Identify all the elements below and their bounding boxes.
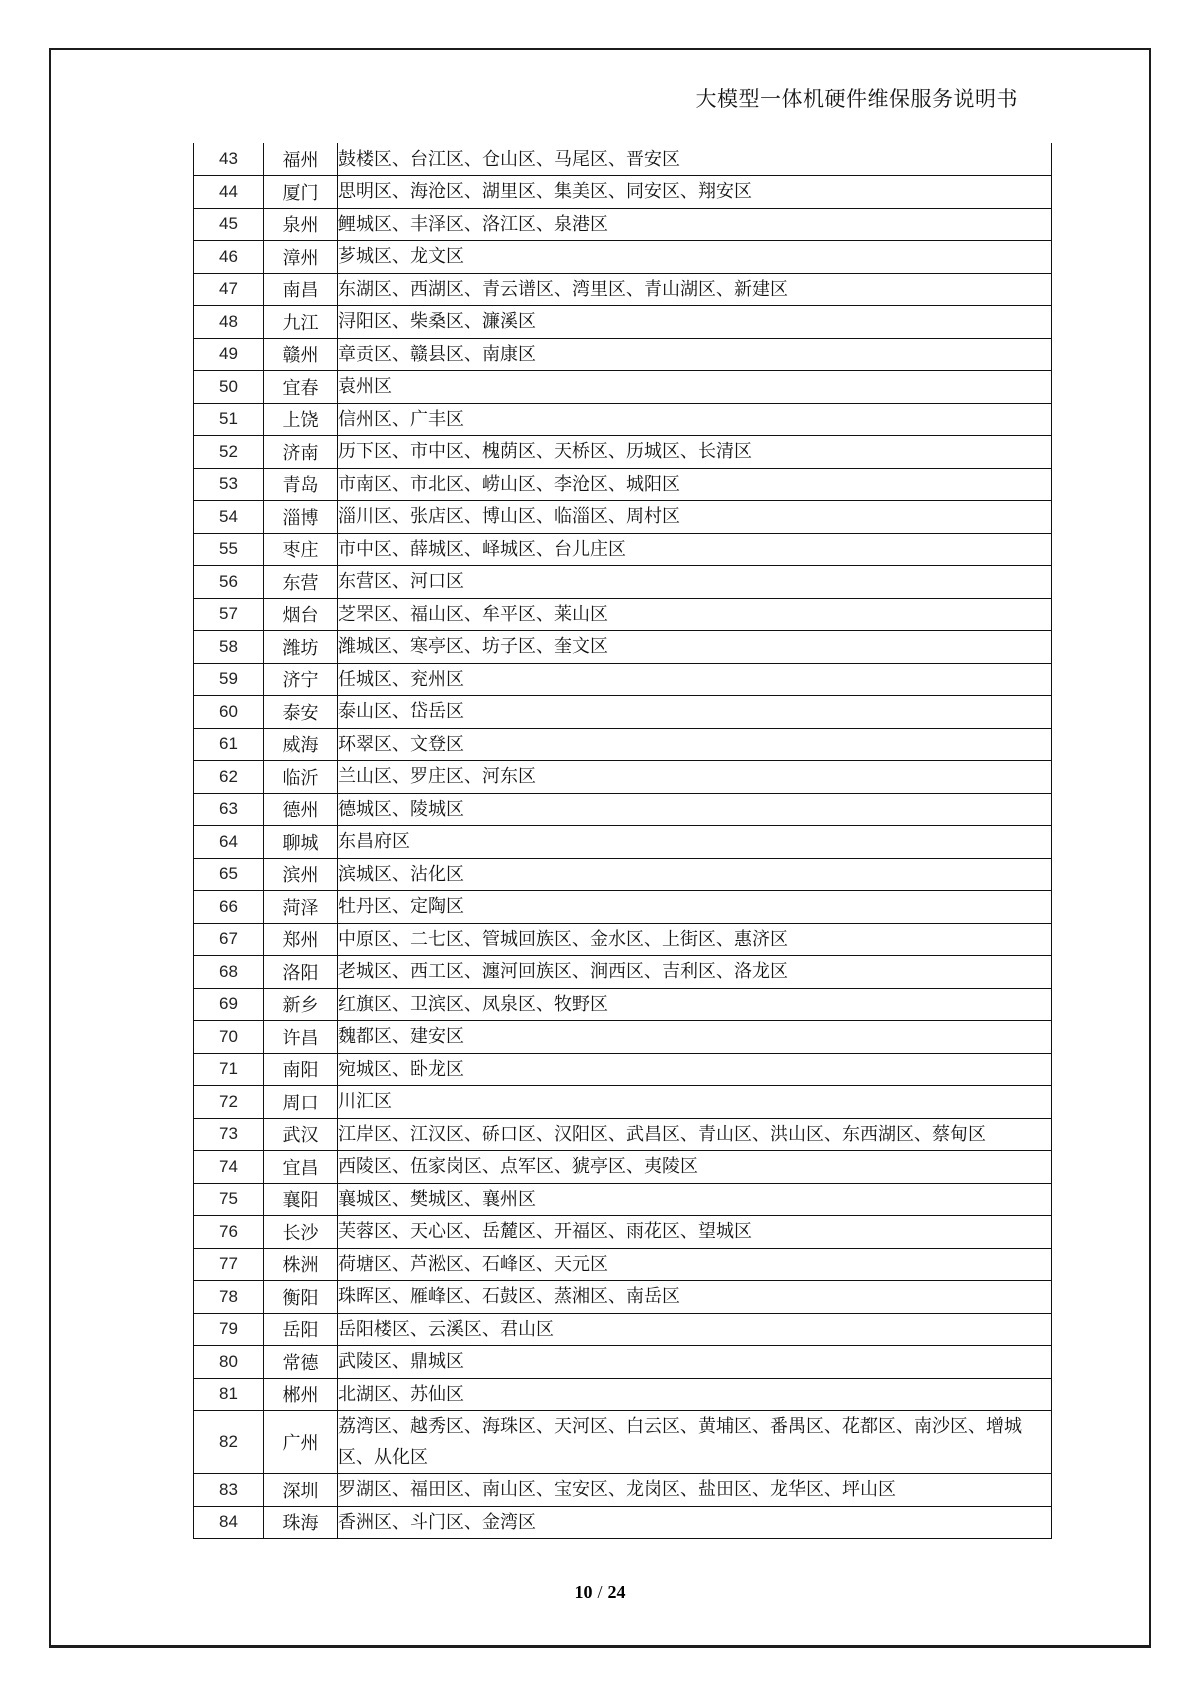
row-districts-cell: 章贡区、赣县区、南康区	[338, 338, 1052, 371]
row-city-cell: 济宁	[264, 663, 338, 696]
row-number-cell: 62	[194, 761, 264, 794]
row-districts-cell: 任城区、兖州区	[338, 663, 1052, 696]
row-city-cell: 菏泽	[264, 891, 338, 924]
row-city-cell: 威海	[264, 728, 338, 761]
row-number-cell: 48	[194, 306, 264, 339]
row-number-cell: 77	[194, 1248, 264, 1281]
city-districts-table	[193, 143, 1052, 1539]
row-city-cell: 泰安	[264, 696, 338, 729]
table-row	[194, 1021, 1052, 1054]
row-districts-cell: 袁州区	[338, 371, 1052, 404]
row-districts-cell: 珠晖区、雁峰区、石鼓区、蒸湘区、南岳区	[338, 1281, 1052, 1314]
row-city-cell: 珠海	[264, 1506, 338, 1539]
row-number-cell: 46	[194, 241, 264, 274]
row-number-cell: 73	[194, 1118, 264, 1151]
table-row	[194, 371, 1052, 404]
row-city-cell: 周口	[264, 1086, 338, 1119]
row-number-cell: 56	[194, 566, 264, 599]
table-row	[194, 566, 1052, 599]
row-city-cell: 聊城	[264, 826, 338, 859]
row-districts-cell: 川汇区	[338, 1086, 1052, 1119]
row-districts-cell: 东昌府区	[338, 826, 1052, 859]
row-city-cell: 广州	[264, 1411, 338, 1474]
row-districts-cell: 兰山区、罗庄区、河东区	[338, 761, 1052, 794]
row-city-cell: 郑州	[264, 923, 338, 956]
row-city-cell: 常德	[264, 1346, 338, 1379]
row-number-cell: 47	[194, 273, 264, 306]
table-row	[194, 1086, 1052, 1119]
table-row	[194, 1346, 1052, 1379]
row-districts-cell: 芙蓉区、天心区、岳麓区、开福区、雨花区、望城区	[338, 1216, 1052, 1249]
row-districts-cell: 魏都区、建安区	[338, 1021, 1052, 1054]
row-number-cell: 79	[194, 1313, 264, 1346]
page-border-frame	[49, 48, 1151, 1648]
header-title: 大模型一体机硬件维保服务说明书	[695, 87, 1018, 111]
table-row	[194, 793, 1052, 826]
row-districts-cell: 岳阳楼区、云溪区、君山区	[338, 1313, 1052, 1346]
row-districts-cell: 芗城区、龙文区	[338, 241, 1052, 274]
table-row	[194, 501, 1052, 534]
table-row	[194, 403, 1052, 436]
row-city-cell: 长沙	[264, 1216, 338, 1249]
row-number-cell: 80	[194, 1346, 264, 1379]
row-city-cell: 宜春	[264, 371, 338, 404]
table-row	[194, 1411, 1052, 1474]
table-row	[194, 241, 1052, 274]
row-city-cell: 许昌	[264, 1021, 338, 1054]
row-number-cell: 75	[194, 1183, 264, 1216]
page-footer	[51, 1582, 1149, 1603]
row-city-cell: 深圳	[264, 1474, 338, 1507]
row-number-cell: 64	[194, 826, 264, 859]
row-city-cell: 枣庄	[264, 533, 338, 566]
row-number-cell: 49	[194, 338, 264, 371]
page-header	[51, 83, 1018, 113]
table-row	[194, 728, 1052, 761]
table-row	[194, 956, 1052, 989]
row-city-cell: 滨州	[264, 858, 338, 891]
row-districts-cell: 北湖区、苏仙区	[338, 1378, 1052, 1411]
table-row	[194, 598, 1052, 631]
row-districts-cell: 鲤城区、丰泽区、洛江区、泉港区	[338, 208, 1052, 241]
row-city-cell: 福州	[264, 143, 338, 176]
row-number-cell: 63	[194, 793, 264, 826]
row-districts-cell: 信州区、广丰区	[338, 403, 1052, 436]
row-number-cell: 67	[194, 923, 264, 956]
row-districts-cell: 荷塘区、芦淞区、石峰区、天元区	[338, 1248, 1052, 1281]
table-row	[194, 208, 1052, 241]
row-city-cell: 厦门	[264, 176, 338, 209]
row-districts-cell: 浔阳区、柴桑区、濂溪区	[338, 306, 1052, 339]
row-number-cell: 61	[194, 728, 264, 761]
footer-total-pages: 24	[607, 1582, 626, 1602]
row-number-cell: 74	[194, 1151, 264, 1184]
row-number-cell: 57	[194, 598, 264, 631]
table-row	[194, 1151, 1052, 1184]
row-city-cell: 青岛	[264, 468, 338, 501]
row-number-cell: 68	[194, 956, 264, 989]
table-row	[194, 923, 1052, 956]
row-city-cell: 株洲	[264, 1248, 338, 1281]
table-row	[194, 826, 1052, 859]
table-row	[194, 1118, 1052, 1151]
row-city-cell: 赣州	[264, 338, 338, 371]
row-number-cell: 81	[194, 1378, 264, 1411]
row-districts-cell: 牡丹区、定陶区	[338, 891, 1052, 924]
row-number-cell: 59	[194, 663, 264, 696]
row-number-cell: 50	[194, 371, 264, 404]
table-row	[194, 1216, 1052, 1249]
row-districts-cell: 潍城区、寒亭区、坊子区、奎文区	[338, 631, 1052, 664]
row-number-cell: 84	[194, 1506, 264, 1539]
table-row	[194, 1474, 1052, 1507]
row-city-cell: 洛阳	[264, 956, 338, 989]
table-row	[194, 143, 1052, 176]
table-row	[194, 436, 1052, 469]
row-number-cell: 45	[194, 208, 264, 241]
row-districts-cell: 老城区、西工区、瀍河回族区、涧西区、吉利区、洛龙区	[338, 956, 1052, 989]
row-city-cell: 襄阳	[264, 1183, 338, 1216]
row-number-cell: 51	[194, 403, 264, 436]
row-number-cell: 44	[194, 176, 264, 209]
row-city-cell: 临沂	[264, 761, 338, 794]
table-row	[194, 631, 1052, 664]
row-city-cell: 新乡	[264, 988, 338, 1021]
row-districts-cell: 淄川区、张店区、博山区、临淄区、周村区	[338, 501, 1052, 534]
table-row	[194, 468, 1052, 501]
table-row	[194, 696, 1052, 729]
row-districts-cell: 鼓楼区、台江区、仓山区、马尾区、晋安区	[338, 143, 1052, 176]
row-number-cell: 53	[194, 468, 264, 501]
row-districts-cell: 环翠区、文登区	[338, 728, 1052, 761]
row-districts-cell: 芝罘区、福山区、牟平区、莱山区	[338, 598, 1052, 631]
row-districts-cell: 泰山区、岱岳区	[338, 696, 1052, 729]
table-row	[194, 338, 1052, 371]
row-districts-cell: 中原区、二七区、管城回族区、金水区、上街区、惠济区	[338, 923, 1052, 956]
row-districts-cell: 东湖区、西湖区、青云谱区、湾里区、青山湖区、新建区	[338, 273, 1052, 306]
row-city-cell: 郴州	[264, 1378, 338, 1411]
footer-current-page: 10	[574, 1582, 593, 1602]
table-row	[194, 176, 1052, 209]
row-city-cell: 德州	[264, 793, 338, 826]
row-number-cell: 70	[194, 1021, 264, 1054]
table-row	[194, 273, 1052, 306]
row-districts-cell: 思明区、海沧区、湖里区、集美区、同安区、翔安区	[338, 176, 1052, 209]
row-districts-cell: 江岸区、江汉区、硚口区、汉阳区、武昌区、青山区、洪山区、东西湖区、蔡甸区	[338, 1118, 1052, 1151]
row-number-cell: 82	[194, 1411, 264, 1474]
row-districts-cell: 东营区、河口区	[338, 566, 1052, 599]
row-number-cell: 60	[194, 696, 264, 729]
footer-page-separator: /	[597, 1582, 603, 1602]
row-number-cell: 54	[194, 501, 264, 534]
table-row	[194, 533, 1052, 566]
row-number-cell: 76	[194, 1216, 264, 1249]
table-row	[194, 1281, 1052, 1314]
table-row	[194, 1183, 1052, 1216]
row-number-cell: 52	[194, 436, 264, 469]
row-districts-cell: 香洲区、斗门区、金湾区	[338, 1506, 1052, 1539]
row-number-cell: 69	[194, 988, 264, 1021]
row-city-cell: 宜昌	[264, 1151, 338, 1184]
row-city-cell: 泉州	[264, 208, 338, 241]
row-districts-cell: 西陵区、伍家岗区、点军区、猇亭区、夷陵区	[338, 1151, 1052, 1184]
row-districts-cell: 滨城区、沾化区	[338, 858, 1052, 891]
row-districts-cell: 德城区、陵城区	[338, 793, 1052, 826]
row-districts-cell: 历下区、市中区、槐荫区、天桥区、历城区、长清区	[338, 436, 1052, 469]
row-number-cell: 43	[194, 143, 264, 176]
table-row	[194, 1313, 1052, 1346]
table-row	[194, 761, 1052, 794]
row-districts-cell: 红旗区、卫滨区、凤泉区、牧野区	[338, 988, 1052, 1021]
table-row	[194, 1506, 1052, 1539]
table-row	[194, 1378, 1052, 1411]
row-city-cell: 武汉	[264, 1118, 338, 1151]
row-districts-cell: 市南区、市北区、崂山区、李沧区、城阳区	[338, 468, 1052, 501]
row-city-cell: 南阳	[264, 1053, 338, 1086]
row-number-cell: 78	[194, 1281, 264, 1314]
row-districts-cell: 武陵区、鼎城区	[338, 1346, 1052, 1379]
row-city-cell: 潍坊	[264, 631, 338, 664]
row-city-cell: 九江	[264, 306, 338, 339]
row-districts-cell: 宛城区、卧龙区	[338, 1053, 1052, 1086]
table-row	[194, 1248, 1052, 1281]
table-row	[194, 306, 1052, 339]
row-city-cell: 衡阳	[264, 1281, 338, 1314]
table-row	[194, 663, 1052, 696]
table-row	[194, 891, 1052, 924]
row-city-cell: 东营	[264, 566, 338, 599]
table-row	[194, 988, 1052, 1021]
city-districts-table-body	[194, 143, 1052, 1539]
row-city-cell: 淄博	[264, 501, 338, 534]
row-city-cell: 烟台	[264, 598, 338, 631]
table-row	[194, 858, 1052, 891]
row-city-cell: 漳州	[264, 241, 338, 274]
row-number-cell: 72	[194, 1086, 264, 1119]
row-number-cell: 65	[194, 858, 264, 891]
row-number-cell: 55	[194, 533, 264, 566]
row-city-cell: 济南	[264, 436, 338, 469]
row-city-cell: 上饶	[264, 403, 338, 436]
row-city-cell: 南昌	[264, 273, 338, 306]
table-row	[194, 1053, 1052, 1086]
row-districts-cell: 襄城区、樊城区、襄州区	[338, 1183, 1052, 1216]
row-number-cell: 58	[194, 631, 264, 664]
row-city-cell: 岳阳	[264, 1313, 338, 1346]
row-number-cell: 71	[194, 1053, 264, 1086]
row-number-cell: 66	[194, 891, 264, 924]
row-number-cell: 83	[194, 1474, 264, 1507]
row-districts-cell: 荔湾区、越秀区、海珠区、天河区、白云区、黄埔区、番禺区、花都区、南沙区、增城区、从化区	[338, 1411, 1052, 1474]
row-districts-cell: 罗湖区、福田区、南山区、宝安区、龙岗区、盐田区、龙华区、坪山区	[338, 1474, 1052, 1507]
row-districts-cell: 市中区、薛城区、峄城区、台儿庄区	[338, 533, 1052, 566]
